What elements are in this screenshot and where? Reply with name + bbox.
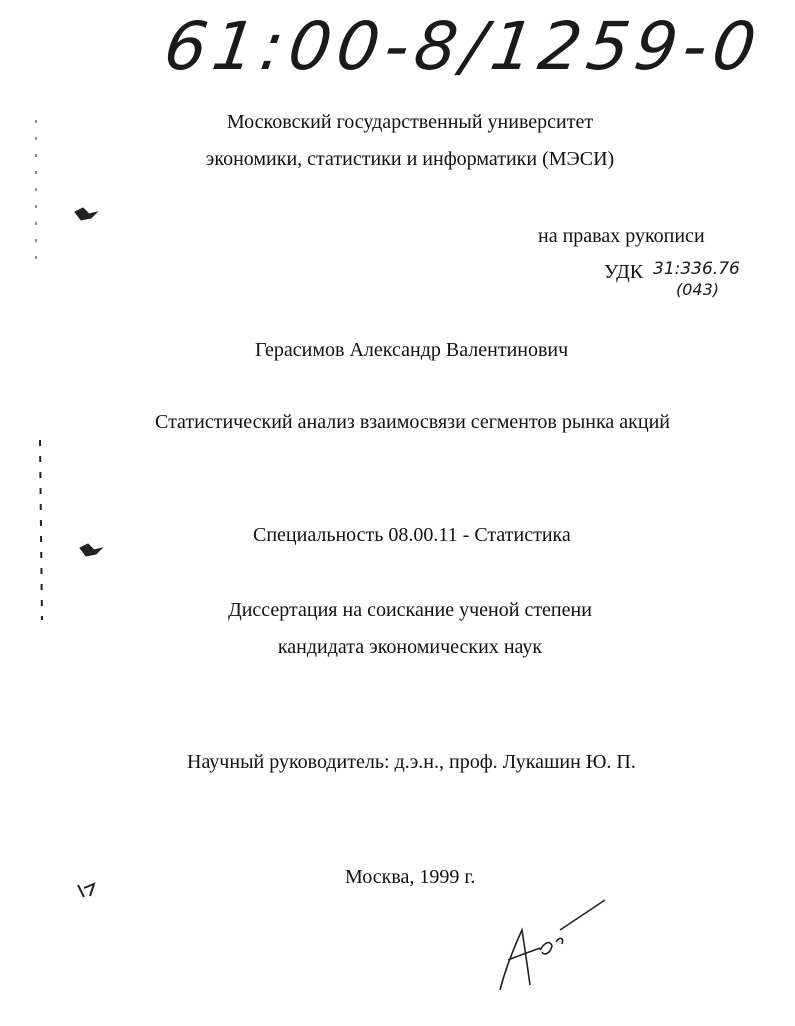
udc-label: УДК	[604, 261, 644, 283]
place-year: Москва, 1999 г.	[345, 866, 476, 888]
manuscript-note: на правах рукописи	[538, 225, 705, 247]
university-line2: экономики, статистики и информатики (МЭСИ)	[205, 148, 615, 170]
supervisor: Научный руководитель: д.э.н., проф. Лукашин Ю. П.	[187, 751, 636, 773]
degree-line1: Диссертация на соискание ученой степени	[228, 599, 592, 621]
archive-number-handwritten: 61:00-8/1259-0	[159, 8, 767, 85]
signature	[500, 900, 605, 990]
dissertation-title: Статистический анализ взаимосвязи сегментов рынка акций	[155, 411, 670, 433]
punch-mark-icon	[75, 208, 97, 220]
udc-suffix: (043)	[676, 280, 720, 299]
punch-mark-icon	[80, 544, 102, 556]
author-name: Герасимов Александр Валентинович	[255, 339, 569, 361]
university-line1: Московский государственный университет	[226, 111, 594, 133]
punch-mark-icon	[78, 884, 94, 897]
udc-code: 31:336.76	[653, 259, 740, 279]
specialty: Специальность 08.00.11 - Статистика	[253, 524, 571, 546]
degree-line2: кандидата экономических наук	[277, 636, 543, 658]
